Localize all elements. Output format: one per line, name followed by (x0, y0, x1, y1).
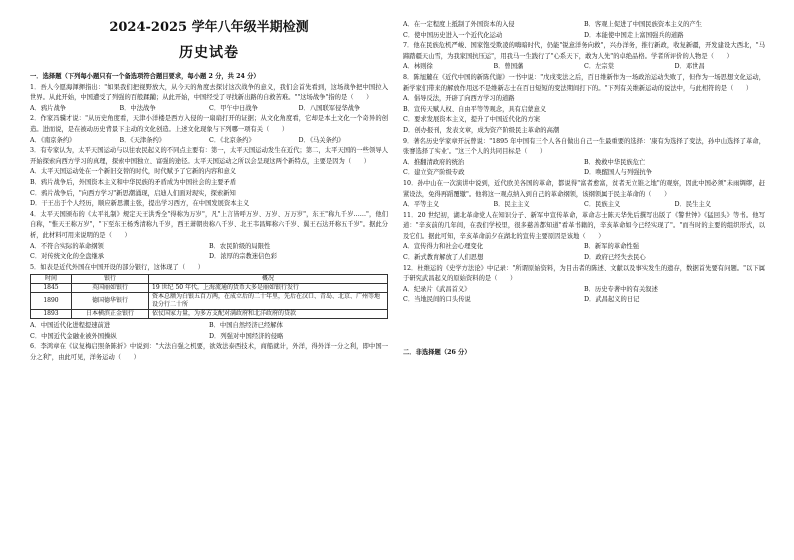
option-a[interactable]: A．宣传得力和社会心理变化 (403, 243, 484, 251)
option-b[interactable]: B．农民阶级的局限性 (209, 242, 271, 250)
table-cell: 日本横滨正金银行 (72, 310, 149, 319)
option-c[interactable]: C．建立资产阶级专政 (403, 169, 465, 177)
section1-heading: 一．选择题（下列每小题只有一个备选项符合题目要求，每小题 2 分，共 24 分） (30, 73, 260, 80)
option-d[interactable]: D．武昌起义的日记 (584, 296, 640, 304)
option-d[interactable]: D．列强对中国经济的侵略 (209, 332, 284, 340)
option-b[interactable]: B．挽救中华民族危亡 (584, 158, 646, 166)
option-a[interactable]: A．平等主义 (403, 201, 440, 209)
option-a[interactable]: A．鸦片战争 (30, 104, 67, 112)
option-c[interactable]: C．对传统文化的全盘继承 (30, 253, 105, 261)
option-a[interactable]: A．倡导反法，开辟了向西方学习的道路 (403, 95, 515, 103)
question-9 (403, 137, 765, 179)
option-d[interactable]: D．八国联军侵华战争 (298, 104, 361, 112)
option-a[interactable]: A．不符合实际的革命纲领 (30, 242, 104, 250)
option-c[interactable]: C．左宗棠 (584, 63, 615, 71)
exam-title: 2024-2025 学年八年级半期检测 (109, 20, 309, 35)
option-c[interactable]: C．民族主义 (584, 201, 621, 209)
question-text: 9．著名历史学家章开沅曾说："1895 年中国有三个人各自做出自己一生最重要的选择：'康有为选择了变法，孙中山选择了革命，张謇选择了实业'。"这三个人的共同目标是（ ） (403, 137, 765, 156)
option-a[interactable]: A．纪录片《武昌首义》 (403, 285, 471, 293)
table-header: 时间 (31, 275, 72, 284)
question-text: 1．吾人今愿海渾揮指出："如果我们把视野放大，从今天的角度去探讨这次战争的意义，我们会首先看到，这场战争把中国拉入世界。从此开始，中国遭受了列强的百般蹂躏；从此开始，中国经受了寻找新出路的自救苦难。""这场战争"指的是（ ） (30, 83, 388, 102)
option-b[interactable]: B．历史专著中的有关叙述 (584, 285, 658, 293)
question-text: 4．太平天国颁布的《太平礼制》规定天王洪秀全"得称为万岁"，凡"上言皆呼万岁、万岁、万万岁"，东王"称九千岁……"，他们自称，"惟天王称万岁"，"下至东王杨秀清称九千岁，西王萧朝贵称八千岁、北王韦昌辉称六千岁、翼王石达开称五千岁"。据此分析，此材料可用来说明的是（ ） (30, 210, 388, 239)
option-d[interactable]: D．邓世昌 (674, 63, 705, 71)
option-b[interactable]: B．宣传天赋人权、自由平等等观念，具有启蒙意义 (403, 105, 547, 113)
question-text: 3．有专家认为，太平天国运动与以往农民起义的不同点主要有：第一，太平天国运动发生在近代；第二，太平天国的一些领导人开始探索向西方学习的真理，探索中国独立、富强的途径。太平天国运动之所以会呈现这两个新特点，主要是因为（ ） (30, 147, 388, 165)
question-7 (403, 41, 765, 73)
question-6-options (403, 20, 765, 41)
option-d[interactable]: D．本能使中国走上富国强兵的道路 (584, 31, 684, 39)
option-c[interactable]: C．要求发展资本主义，提升了中国近代化的方案 (403, 116, 541, 124)
question-text: 2．作家冯骥才说："从历史角度看，天津小洋楼是西方入侵的一扇扇打开的证据；从文化角度看，它却是本土文化一个奇异的创造。进而说，是在被动历史背景下主动的文化创造。上述文化现象与下列哪一项有关（ ） (30, 115, 388, 133)
option-a[interactable]: A．在一定程度上抵制了外国资本的入侵 (403, 21, 515, 28)
option-c[interactable]: C．当地民间的口头传说 (403, 296, 471, 304)
question-10 (403, 179, 765, 211)
table-cell: 19 世纪 50 年代，上海流通的货币大多是丽如银行发行 (149, 284, 388, 293)
question-text: 11．20 世纪初，湖北革命党人在知识分子、新军中宣传革命，革命志士陈天华先后撰写出版了《警世钟》《猛回头》等书。他写道："辛亥前的几年间，在我们学校里，很多慈善都知道"看革书籍的，辛亥革命如今已经实现了"。"而当时的主要的组织形式，以及它们。据此可知，辛亥革命前夕在湖北的宣传主要原因是该地（ ） (403, 211, 765, 240)
option-c[interactable]: C．《北京条约》 (209, 136, 255, 144)
question-5 (30, 263, 388, 343)
option-d[interactable]: D．唤醒国人与列强抗争 (584, 169, 653, 177)
option-d[interactable]: D．干王出于个人经历，顺应新思潮主张，提出学习西方，在中国发展资本主义 (30, 200, 250, 208)
option-d[interactable]: D．政府已经失去民心 (584, 254, 646, 262)
table-cell: 英国丽如银行 (72, 284, 149, 293)
table-cell: 1893 (31, 310, 72, 319)
table-cell: 1845 (31, 284, 72, 293)
question-11 (403, 211, 765, 264)
question-text: 12．杜维运的《史学方法论》中记录："所谓原始资料，为目击者的陈述、文献以及事实发生的遗存，数据首先要有问题。"以下属于研究武昌起义的原始资料的是（ ） (403, 264, 765, 283)
table-cell: 1890 (31, 293, 72, 310)
option-a[interactable]: A．中国近代化进程提速前进 (30, 322, 111, 330)
option-b[interactable]: B．客观上促进了中国民族资本主义的产生 (584, 21, 702, 28)
option-c[interactable]: C．使中国历史进入一个近代化运动 (403, 31, 503, 39)
option-b[interactable]: B．鸦片战争后，外国资本主义和中华民族的矛盾成为中国社会的主要矛盾 (30, 178, 237, 186)
option-b[interactable]: B．新军的革命性强 (584, 243, 640, 251)
exam-subtitle: 历史试卷 (179, 45, 239, 61)
option-b[interactable]: B．曾国藩 (493, 63, 524, 71)
question-8 (403, 73, 765, 137)
table-cell: 德国德华银行 (72, 293, 149, 310)
option-d[interactable]: D．浓厚的宗教迷信色彩 (209, 253, 278, 261)
option-c[interactable]: C．甲午中日战争 (209, 104, 258, 112)
option-c[interactable]: C．中国近代金融业被外国操纵 (30, 332, 117, 340)
question-text: 10．孙中山在一次演讲中说到，近代欧美各国的革命，都说得"富者愈富，贫者无立锥之地"的观察，因此中国必须"未雨绸缪，赶紧设法，免得再蹈覆辙"。他将这一观点纳入到自己的革命纲领，该纲领属于民主革命的（ ） (403, 179, 765, 198)
question-text: 5．如表是近代外国在中国开设的部分银行，这体现了（ ） (30, 263, 205, 271)
section2-heading: 二．非选择题（26 分） (403, 349, 471, 357)
question-2 (30, 114, 388, 146)
table-header: 概况 (149, 275, 388, 284)
question-3 (30, 146, 388, 210)
table-header: 银行 (72, 275, 149, 284)
table-cell: 资本总额为白银五百万两，在成立后的二十年里，先后在汉口、青岛、北京、广州等地设分行二十所 (149, 293, 388, 310)
question-1 (30, 83, 388, 115)
question-text: 6．李鸿章在《议复梅启照条陈折》中说到："大法自强之机要，欲效法泰西技术，商船就计，外洋，得外洋一分之利，即中国一分之利"，由此可见，洋务运动（ ） (30, 343, 388, 362)
option-b[interactable]: B．《天津条约》 (119, 136, 166, 144)
left-column (30, 0, 388, 364)
option-a[interactable]: A．太平天国运动处在一个新旧交替的时代，时代赋予了它新的内容和意义 (30, 168, 237, 176)
table-cell: 依仗国家力量，为多方支配对满政府和北洋政府的贷款 (149, 310, 388, 319)
option-d[interactable]: D．民生主义 (674, 201, 712, 209)
option-c[interactable]: C．鸦片战争后，"向西方学习"新思潮涌现，启迪人们面对现实，探索新知 (30, 189, 236, 197)
question-text: 7．他在民族危机严峻、国家饱受欺凌的嗨暗时代，仍能"锐意洋务向救"，兴办洋务，推行新政，收复新疆，开发建设大西北，"马蹄踏疆天山雪，为我家国抗压运"，用我马一生践行了"心系天下，敢为人先"的卓绝品格。学者所评价的人物是（ ） (403, 42, 765, 60)
option-b[interactable]: B．中法战争 (119, 104, 156, 112)
question-text: 8．陈旭麓在《近代中国的新陈代谢》一书中说："戊戌变法之后，百日维新作为一场政治运动失败了，但作为一场思想文化运动，新学家们带来的解放作用远不是维新志士在百日短短的变法期间打下的。"下列有关维新运动的说法中，与此相符的是（ ） (403, 73, 765, 92)
table-row (31, 293, 388, 310)
question-6 (30, 342, 388, 363)
option-d[interactable]: D．创办报刊，发表文章，成为资产阶级民主革命的高潮 (403, 126, 560, 134)
option-a[interactable]: A．推翻清政府的统治 (403, 158, 465, 166)
option-b[interactable]: B．民主主义 (493, 201, 530, 209)
option-c[interactable]: C．新式教育解放了人们思想 (403, 254, 484, 262)
right-column (403, 20, 765, 359)
option-a[interactable]: A．《南京条约》 (30, 136, 76, 144)
table-row (31, 284, 388, 293)
option-a[interactable]: A．林则徐 (403, 63, 433, 71)
bank-table (30, 274, 388, 319)
option-b[interactable]: B．中国自然经济已经解体 (209, 322, 283, 330)
table-row (31, 310, 388, 319)
option-d[interactable]: D．《马关条约》 (298, 136, 345, 144)
question-4 (30, 210, 388, 263)
question-12 (403, 264, 765, 306)
